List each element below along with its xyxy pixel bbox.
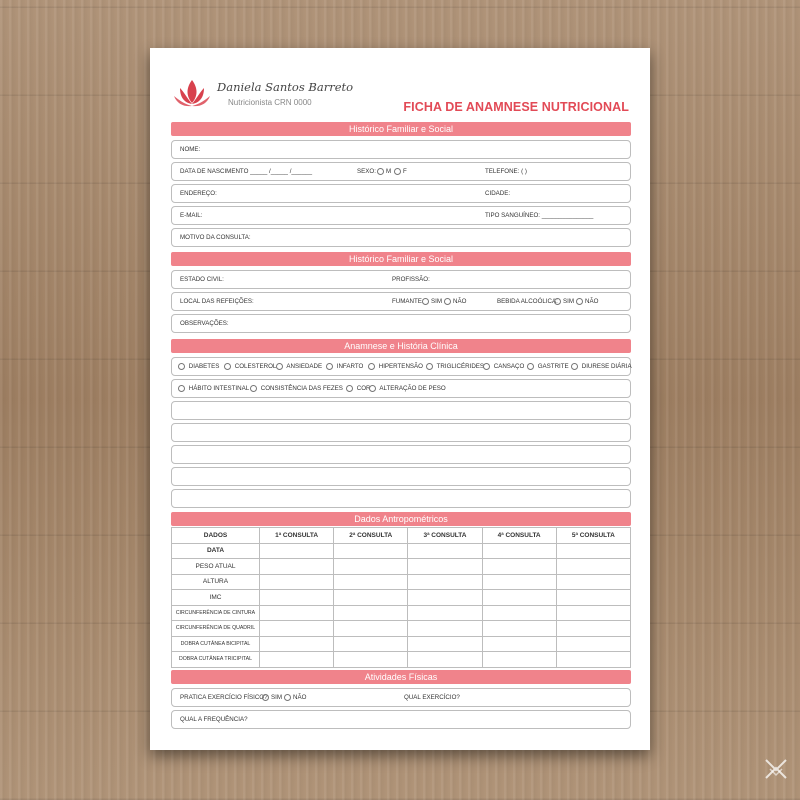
table-row <box>172 605 631 621</box>
row-label: ALTURA <box>172 574 260 590</box>
alcohol-yes-option[interactable]: SIM <box>554 298 574 305</box>
address-row[interactable] <box>171 184 631 203</box>
condition-option[interactable]: DIURESE DIÁRIA <box>571 363 632 370</box>
condition-option[interactable]: ALTERAÇÃO DE PESO <box>369 385 446 392</box>
reason-row[interactable] <box>171 228 631 247</box>
table-cell[interactable] <box>556 605 630 621</box>
condition-option[interactable]: CANSAÇO <box>483 363 524 370</box>
checkbox-icon <box>224 363 231 370</box>
alcohol-label: BEBIDA ALCOÓLICA: <box>497 298 558 305</box>
sex-m-option[interactable]: M <box>377 168 391 175</box>
blank-line[interactable] <box>171 445 631 464</box>
table-cell[interactable] <box>556 636 630 652</box>
row-label: CIRCUNFERÊNCIA DE QUADRIL <box>172 621 260 637</box>
blank-line[interactable] <box>171 423 631 442</box>
table-cell[interactable] <box>334 574 408 590</box>
checkbox-icon <box>369 385 376 392</box>
meals-location-label: LOCAL DAS REFEIÇÕES: <box>180 298 254 305</box>
checkbox-icon <box>284 694 291 701</box>
table-cell[interactable] <box>482 543 556 559</box>
checkbox-icon <box>394 168 401 175</box>
sex-label: SEXO: <box>357 168 376 175</box>
table-cell[interactable] <box>482 621 556 637</box>
frequency-label: QUAL A FREQUÊNCIA? <box>180 716 248 723</box>
table-cell[interactable] <box>482 636 556 652</box>
table-row <box>172 621 631 637</box>
row-label: DATA <box>172 543 260 559</box>
form-sheet <box>150 48 650 750</box>
column-header: 4ª CONSULTA <box>482 528 556 544</box>
exercise-yes-option[interactable]: SIM <box>262 694 282 701</box>
phone-label: TELEFONE: ( ) <box>485 168 527 175</box>
checkbox-icon <box>422 298 429 305</box>
section-header-anthropometric: Dados Antropométricos <box>171 512 631 526</box>
smoker-yes-option[interactable]: SIM <box>422 298 442 305</box>
checkbox-icon <box>276 363 283 370</box>
row-label: CIRCUNFERÊNCIA DE CINTURA <box>172 605 260 621</box>
column-header: 3ª CONSULTA <box>408 528 482 544</box>
exercise-row[interactable] <box>171 688 631 707</box>
table-cell[interactable] <box>556 652 630 668</box>
checkbox-icon <box>571 363 578 370</box>
blank-line[interactable] <box>171 401 631 420</box>
reason-label: MOTIVO DA CONSULTA: <box>180 234 251 241</box>
smoker-no-option[interactable]: NÃO <box>444 298 466 305</box>
sex-f-option[interactable]: F <box>394 168 407 175</box>
condition-option[interactable]: GASTRITE <box>527 363 569 370</box>
row-label: DOBRA CUTÂNEA BICIPITAL <box>172 636 260 652</box>
checkbox-icon <box>426 363 433 370</box>
condition-option[interactable]: HÁBITO INTESTINAL <box>178 385 249 392</box>
email-row[interactable] <box>171 206 631 225</box>
observations-row[interactable] <box>171 314 631 333</box>
exercise-question-label: PRATICA EXERCÍCIO FÍSICO? <box>180 694 268 701</box>
table-row <box>172 590 631 606</box>
table-cell[interactable] <box>482 590 556 606</box>
birth-sex-phone-row[interactable] <box>171 162 631 181</box>
table-row <box>172 559 631 575</box>
table-cell[interactable] <box>556 621 630 637</box>
table-cell[interactable] <box>334 652 408 668</box>
section-header-clinical: Anamnese e História Clínica <box>171 339 631 353</box>
table-row <box>172 543 631 559</box>
checkbox-icon <box>377 168 384 175</box>
observations-label: OBSERVAÇÕES: <box>180 320 229 327</box>
table-cell[interactable] <box>556 574 630 590</box>
table-cell[interactable] <box>408 605 482 621</box>
table-cell[interactable] <box>334 621 408 637</box>
row-label: IMC <box>172 590 260 606</box>
table-cell[interactable] <box>556 590 630 606</box>
column-header: DADOS <box>172 528 260 544</box>
blank-line[interactable] <box>171 489 631 508</box>
checkbox-icon <box>368 363 375 370</box>
condition-option[interactable]: ANSIEDADE <box>276 363 322 370</box>
table-cell[interactable] <box>482 559 556 575</box>
checkbox-icon <box>250 385 257 392</box>
table-cell[interactable] <box>408 652 482 668</box>
profession-label: PROFISSÃO: <box>392 276 430 283</box>
checkbox-icon <box>178 363 185 370</box>
checkbox-icon <box>178 385 185 392</box>
table-cell[interactable] <box>260 543 334 559</box>
civil-status-label: ESTADO CIVIL: <box>180 276 224 283</box>
table-cell[interactable] <box>334 559 408 575</box>
table-row <box>172 652 631 668</box>
condition-option[interactable]: DIABETES <box>178 363 219 370</box>
checkbox-icon <box>444 298 451 305</box>
blood-type-label: TIPO SANGUÍNEO: _______________ <box>485 212 594 219</box>
form-title: FICHA DE ANAMNESE NUTRICIONAL <box>403 100 629 114</box>
civil-profession-row[interactable] <box>171 270 631 289</box>
table-cell[interactable] <box>334 605 408 621</box>
table-cell[interactable] <box>482 574 556 590</box>
alcohol-no-option[interactable]: NÃO <box>576 298 598 305</box>
checkbox-icon <box>554 298 561 305</box>
table-cell[interactable] <box>334 590 408 606</box>
condition-option[interactable]: HIPERTENSÃO <box>368 363 423 370</box>
table-cell[interactable] <box>408 590 482 606</box>
brand-name: Daniela Santos Barreto <box>217 80 354 94</box>
table-row <box>172 574 631 590</box>
table-cell[interactable] <box>334 543 408 559</box>
column-header: 2ª CONSULTA <box>334 528 408 544</box>
blank-line[interactable] <box>171 467 631 486</box>
column-header: 1ª CONSULTA <box>260 528 334 544</box>
condition-option[interactable]: COLESTEROL <box>224 363 276 370</box>
clinical-row-1 <box>171 357 631 376</box>
checkbox-icon <box>483 363 490 370</box>
name-label: NOME: <box>180 146 201 153</box>
city-label: CIDADE: <box>485 190 511 197</box>
condition-option[interactable]: TRIGLICÉRIDES <box>426 363 484 370</box>
which-exercise-label: QUAL EXERCÍCIO? <box>404 694 460 701</box>
frequency-row[interactable] <box>171 710 631 729</box>
checkbox-icon <box>346 385 353 392</box>
table-cell[interactable] <box>260 636 334 652</box>
condition-option[interactable]: INFARTO <box>326 363 363 370</box>
checkbox-icon <box>576 298 583 305</box>
clinical-row-2 <box>171 379 631 398</box>
table-cell[interactable] <box>482 652 556 668</box>
table-cell[interactable] <box>408 559 482 575</box>
anthropometric-table <box>171 527 631 668</box>
x-logo-icon <box>764 757 788 781</box>
address-label: ENDEREÇO: <box>180 190 217 197</box>
table-cell[interactable] <box>260 574 334 590</box>
checkbox-icon <box>262 694 269 701</box>
section-header-social: Histórico Familiar e Social <box>171 252 631 266</box>
table-cell[interactable] <box>482 605 556 621</box>
section-header-history: Histórico Familiar e Social <box>171 122 631 136</box>
table-cell[interactable] <box>260 559 334 575</box>
exercise-no-option[interactable]: NÃO <box>284 694 306 701</box>
smoker-label: FUMANTE: <box>392 298 424 305</box>
table-cell[interactable] <box>408 543 482 559</box>
table-cell[interactable] <box>260 621 334 637</box>
row-label: PESO ATUAL <box>172 559 260 575</box>
checkbox-icon <box>326 363 333 370</box>
table-cell[interactable] <box>408 636 482 652</box>
lotus-icon <box>172 76 212 112</box>
table-cell[interactable] <box>556 543 630 559</box>
condition-option[interactable]: COR <box>346 385 370 392</box>
brand-subtitle: Nutricionista CRN 0000 <box>228 98 312 107</box>
table-cell[interactable] <box>408 574 482 590</box>
table-cell[interactable] <box>260 590 334 606</box>
row-label: DOBRA CUTÂNEA TRICIPITAL <box>172 652 260 668</box>
table-header-row <box>172 528 631 544</box>
checkbox-icon <box>527 363 534 370</box>
table-row <box>172 636 631 652</box>
name-row[interactable] <box>171 140 631 159</box>
column-header: 5ª CONSULTA <box>556 528 630 544</box>
email-label: E-MAIL: <box>180 212 203 219</box>
meals-habits-row[interactable] <box>171 292 631 311</box>
table-cell[interactable] <box>334 636 408 652</box>
table-cell[interactable] <box>556 559 630 575</box>
condition-option[interactable]: CONSISTÊNCIA DAS FEZES <box>250 385 343 392</box>
section-header-activities: Atividades Físicas <box>171 670 631 684</box>
table-cell[interactable] <box>260 605 334 621</box>
birthdate-label: DATA DE NASCIMENTO _____ /_____ /______ <box>180 168 313 175</box>
table-cell[interactable] <box>260 652 334 668</box>
table-cell[interactable] <box>408 621 482 637</box>
